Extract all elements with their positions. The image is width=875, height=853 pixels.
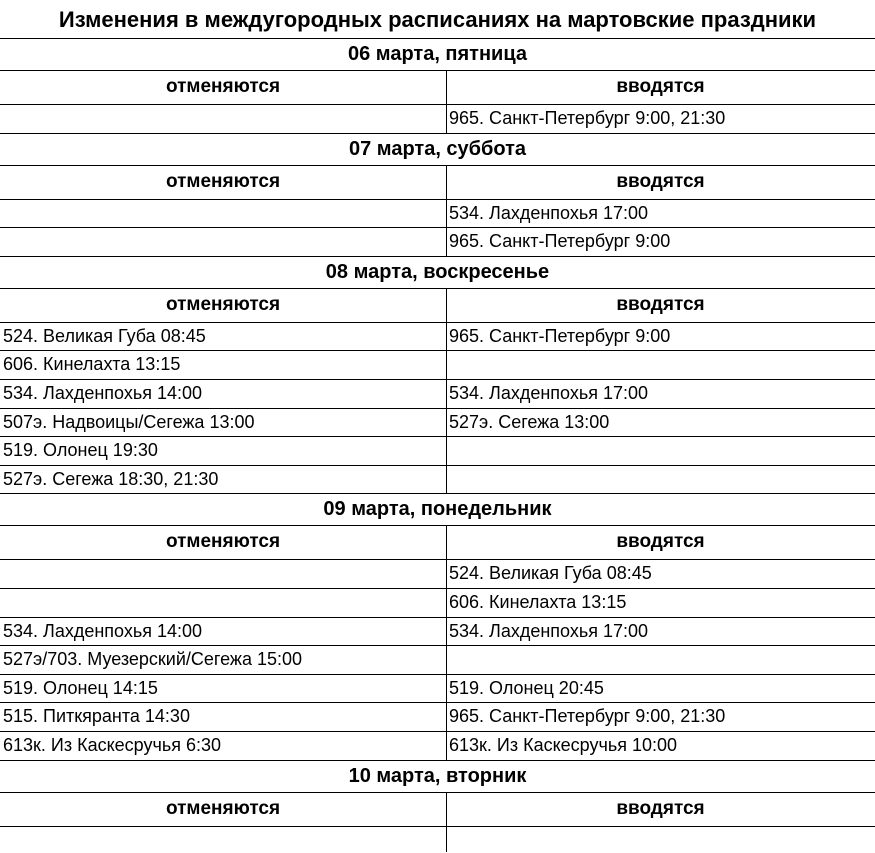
cancelled-trip-cell: 519. Олонец 19:30 (3, 440, 158, 461)
column-divider (446, 165, 447, 256)
added-trip-cell: 534. Лахденпохья 17:00 (449, 383, 649, 403)
day-title: 06 марта, пятница (347, 43, 528, 65)
added-column-header: вводятся (616, 76, 705, 97)
row-divider (0, 826, 875, 827)
added-trip-cell: 519. Олонец 20:45 (449, 677, 604, 698)
column-divider (446, 288, 447, 494)
added-trip-cell (446, 350, 875, 379)
added-trip-cell: 606. Кинелахта 13:15 (449, 592, 627, 612)
added-trip-cell (446, 436, 875, 465)
added-trip-cell: 534. Лахденпохья 17:00 (449, 620, 649, 641)
cancelled-trip-cell: 527э. Сегежа 18:30, 21:30 (3, 468, 219, 489)
day-title: 10 марта, вторник (348, 764, 527, 787)
cancelled-column-header: отменяются (165, 797, 281, 819)
cancelled-trip-cell: 527э/703. Муезерский/Сегежа 15:00 (3, 649, 303, 670)
cancelled-trip-cell: 534. Лахденпохья 14:00 (3, 620, 203, 641)
cancelled-trip-cell: 613к. Из Каскесручья 6:30 (3, 735, 222, 755)
cancelled-trip-cell (0, 199, 446, 228)
added-trip-cell: 524. Великая Губа 08:45 (449, 563, 652, 584)
cancelled-column-header: отменяются (165, 293, 281, 315)
cancelled-trip-cell: 515. Питкяранта 14:30 (3, 706, 190, 727)
cancelled-trip-cell: 507э. Надвоицы/Сегежа 13:00 (3, 411, 255, 432)
added-column-header: вводятся (616, 797, 705, 819)
added-trip-cell: 965. Санкт-Петербург 9:00, 21:30 (449, 706, 726, 727)
added-column-header: вводятся (616, 293, 705, 315)
cancelled-trip-cell: 534. Лахденпохья 14:00 (3, 383, 203, 403)
day-title: 09 марта, понедельник (323, 498, 552, 521)
column-divider (446, 792, 447, 852)
cancelled-trip-cell (0, 104, 446, 133)
added-trip-cell: 527э. Сегежа 13:00 (449, 411, 610, 432)
added-trip-cell (446, 465, 875, 494)
day-title: 07 марта, суббота (348, 137, 527, 160)
added-trip-cell: 534. Лахденпохья 17:00 (449, 202, 649, 223)
cancelled-trip-cell: 519. Олонец 14:15 (3, 677, 158, 698)
cancelled-column-header: отменяются (165, 170, 281, 192)
column-divider (446, 70, 447, 133)
cancelled-trip-cell (0, 227, 446, 256)
cancelled-trip-cell (0, 559, 446, 588)
added-trip-cell (446, 645, 875, 674)
added-trip-cell: 965. Санкт-Петербург 9:00, 21:30 (449, 108, 726, 128)
day-title: 08 марта, воскресенье (325, 260, 550, 283)
added-trip-cell: 965. Санкт-Петербург 9:00 (449, 325, 671, 346)
page-title: Изменения в междугородных расписаниях на мартовские праздники (58, 7, 817, 32)
cancelled-trip-cell: 606. Кинелахта 13:15 (3, 354, 181, 375)
added-column-header: вводятся (616, 170, 705, 192)
column-divider (446, 525, 447, 759)
cancelled-column-header: отменяются (165, 76, 281, 97)
added-column-header: вводятся (616, 531, 705, 553)
added-trip-cell: 965. Санкт-Петербург 9:00 (449, 231, 671, 252)
cancelled-trip-cell: 524. Великая Губа 08:45 (3, 325, 206, 346)
cancelled-trip-cell (0, 588, 446, 617)
cancelled-column-header: отменяются (165, 531, 281, 553)
added-trip-cell: 613к. Из Каскесручья 10:00 (449, 735, 678, 755)
